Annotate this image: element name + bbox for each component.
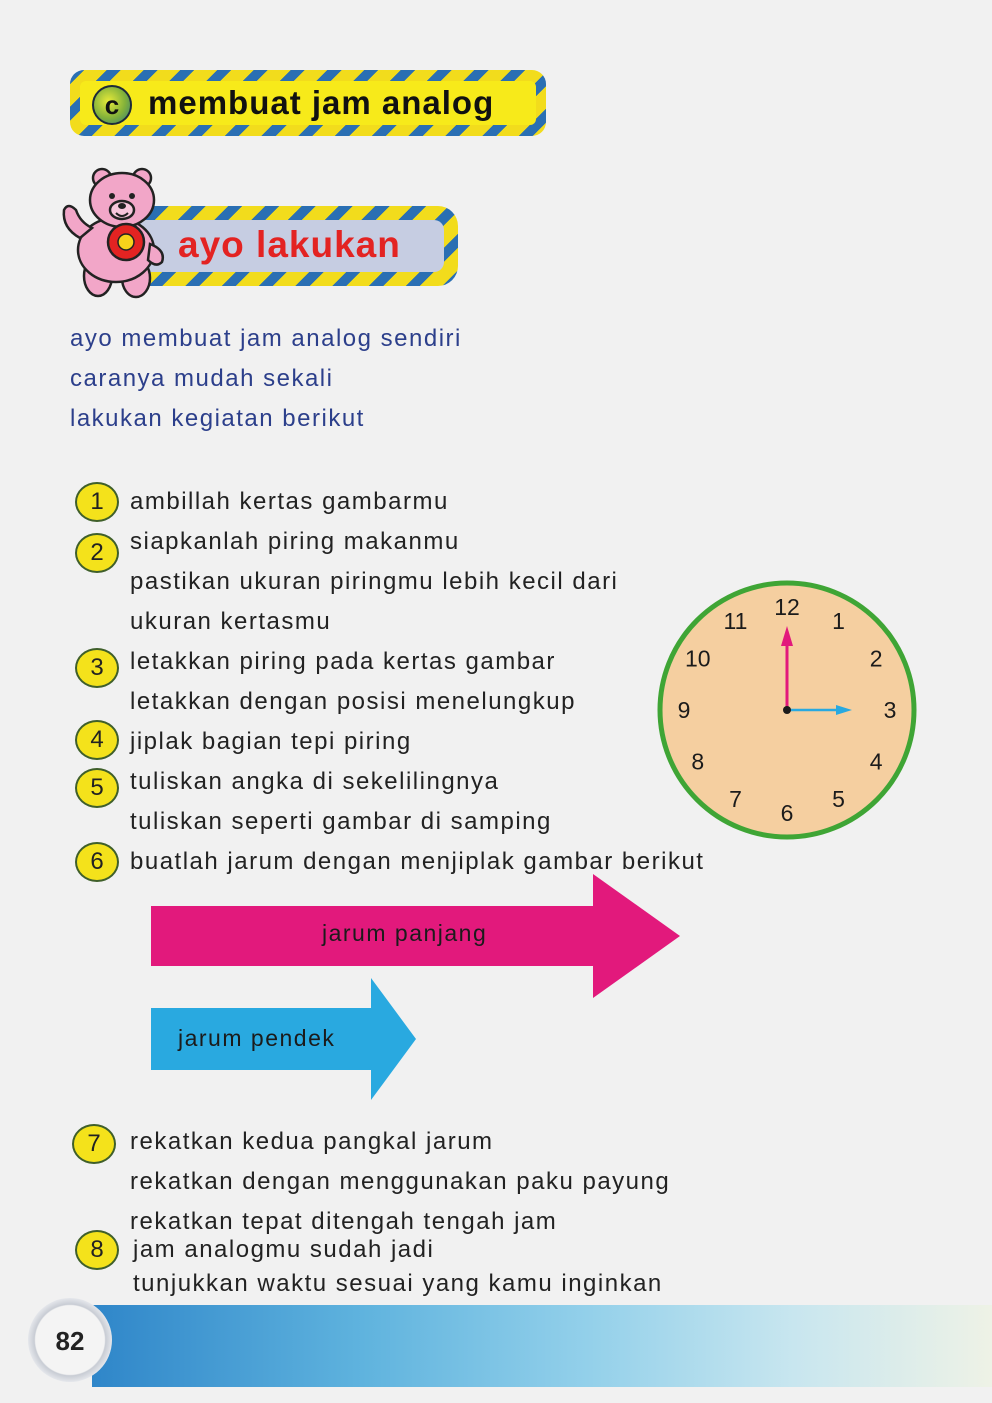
bear-mascot-icon: [58, 166, 178, 302]
intro-line: ayo membuat jam analog sendiri: [70, 325, 462, 352]
clock-number: 7: [729, 786, 742, 813]
step-text: rekatkan kedua pangkal jarum: [130, 1128, 494, 1155]
clock-center: [783, 706, 791, 714]
activity-title: ayo lakukan: [178, 224, 401, 265]
step-text: rekatkan dengan menggunakan paku payung: [130, 1168, 671, 1195]
step-number: 1: [75, 482, 119, 522]
clock-number: 3: [883, 697, 897, 723]
step-number: 3: [75, 648, 119, 688]
clock-number: 1: [832, 607, 845, 634]
clock-number: 5: [832, 786, 845, 813]
step-number: 7: [72, 1124, 116, 1164]
footer-decoration: [92, 1305, 992, 1387]
clock-number: 2: [869, 645, 883, 672]
clock-number: 10: [685, 645, 711, 672]
clock-number: 8: [691, 748, 705, 775]
step-text: jiplak bagian tepi piring: [130, 728, 412, 755]
clock-number: 4: [869, 748, 883, 775]
clock-number: 9: [677, 697, 691, 723]
step-text: tunjukkan waktu sesuai yang kamu inginkan: [133, 1270, 663, 1297]
clock-number: 11: [723, 607, 748, 634]
long-hand-label: jarum panjang: [322, 920, 488, 946]
analog-clock: [654, 578, 920, 842]
step-number: 2: [75, 533, 119, 573]
intro-line: caranya mudah sekali: [70, 365, 334, 392]
section-badge: c: [92, 85, 132, 125]
step-number: 6: [75, 842, 119, 882]
intro-line: lakukan kegiatan berikut: [70, 405, 365, 432]
step-number: 8: [75, 1230, 119, 1270]
section-title: membuat jam analog: [148, 84, 495, 121]
step-text: letakkan dengan posisi menelungkup: [130, 688, 576, 715]
step-text: tuliskan seperti gambar di samping: [130, 808, 552, 835]
page-number: 82: [55, 1326, 85, 1356]
step-number: 4: [75, 720, 119, 760]
step-text: rekatkan tepat ditengah tengah jam: [130, 1208, 558, 1235]
step-number: 5: [75, 768, 119, 808]
step-text: siapkanlah piring makanmu: [130, 528, 460, 555]
step-text: tuliskan angka di sekelilingnya: [130, 768, 500, 795]
step-text: ukuran kertasmu: [130, 608, 332, 635]
clock-number: 6: [780, 800, 794, 826]
step-text: ambillah kertas gambarmu: [130, 488, 449, 515]
step-text: letakkan piring pada kertas gambar: [130, 648, 556, 675]
short-hand-label: jarum pendek: [178, 1025, 336, 1051]
step-text: jam analogmu sudah jadi: [133, 1236, 435, 1263]
clock-number: 12: [774, 594, 800, 620]
step-text: pastikan ukuran piringmu lebih kecil dari: [130, 568, 619, 595]
step-text: buatlah jarum dengan menjiplak gambar berikut: [130, 848, 705, 875]
